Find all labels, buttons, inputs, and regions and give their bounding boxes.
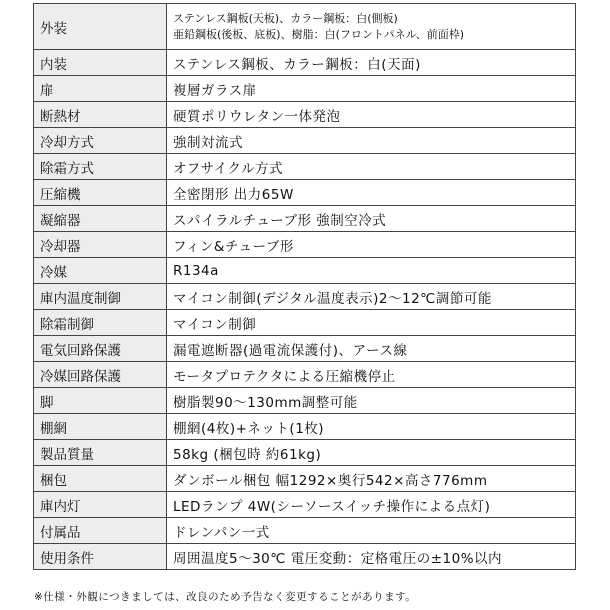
spec-row-compressor	[34, 180, 576, 206]
spec-row-legs	[34, 388, 576, 414]
spec-label: 扉	[34, 76, 167, 102]
spec-value: ステンレス鋼板、カラー鋼板：白(天面)	[167, 50, 576, 76]
spec-label: 冷却器	[34, 232, 167, 258]
spec-row-door	[34, 76, 576, 102]
spec-label: 製品質量	[34, 440, 167, 466]
spec-label: 庫内温度制御	[34, 284, 167, 310]
spec-value-line: 亜鉛鋼板(後板、底板)、樹脂：白(フロントパネル、前面枠)	[173, 27, 465, 41]
spec-label: 付属品	[34, 518, 167, 544]
spec-label: 断熱材	[34, 102, 167, 128]
spec-row-electrical-protection	[34, 336, 576, 362]
spec-label: 使用条件	[34, 544, 167, 570]
spec-label: 冷却方式	[34, 128, 167, 154]
footnote: ※仕様・外観につきましては、改良のため予告なく変更することがあります。	[34, 591, 417, 603]
spec-row-defrost-control	[34, 310, 576, 336]
spec-label: 除霜制御	[34, 310, 167, 336]
spec-row-interior-light	[34, 492, 576, 518]
spec-label: 除霜方式	[34, 154, 167, 180]
spec-value: ドレンパン一式	[167, 518, 576, 544]
spec-value: 漏電遮断器(過電流保護付)、アース線	[167, 336, 576, 362]
spec-value: 棚網(4枚)+ネット(1枚)	[167, 414, 576, 440]
spec-label: 冷媒	[34, 258, 167, 284]
spec-row-operating-conditions	[34, 544, 576, 570]
spec-label: 内装	[34, 50, 167, 76]
spec-label: 電気回路保護	[34, 336, 167, 362]
spec-table	[33, 3, 576, 570]
spec-value: 硬質ポリウレタン一体発泡	[167, 102, 576, 128]
spec-value-line: ステンレス鋼板(天板)、カラー鋼板：白(側板)	[173, 11, 398, 25]
spec-row-insulation	[34, 102, 576, 128]
spec-label: 圧縮機	[34, 180, 167, 206]
spec-label: 凝縮器	[34, 206, 167, 232]
spec-value: 樹脂製90～130mm調整可能	[167, 388, 576, 414]
spec-value: オフサイクル方式	[167, 154, 576, 180]
spec-value: スパイラルチューブ形 強制空冷式	[167, 206, 576, 232]
spec-value: 複層ガラス扉	[167, 76, 576, 102]
spec-value: 全密閉形 出力65W	[167, 180, 576, 206]
spec-row-refrigerant-circuit-protection	[34, 362, 576, 388]
spec-label: 庫内灯	[34, 492, 167, 518]
spec-row-temperature-control	[34, 284, 576, 310]
spec-row-evaporator	[34, 232, 576, 258]
spec-value: R134a	[167, 258, 576, 284]
spec-row-refrigerant	[34, 258, 576, 284]
spec-row-shelves	[34, 414, 576, 440]
spec-label: 梱包	[34, 466, 167, 492]
spec-value: 58kg (梱包時 約61kg)	[167, 440, 576, 466]
spec-row-weight	[34, 440, 576, 466]
spec-value: 周囲温度5～30℃ 電圧変動：定格電圧の±10%以内	[167, 544, 576, 570]
spec-label: 棚網	[34, 414, 167, 440]
spec-value	[167, 4, 576, 50]
spec-row-condenser	[34, 206, 576, 232]
spec-value: フィン&チューブ形	[167, 232, 576, 258]
spec-row-packaging	[34, 466, 576, 492]
spec-value: モータプロテクタによる圧縮機停止	[167, 362, 576, 388]
spec-value: 強制対流式	[167, 128, 576, 154]
spec-label: 外装	[34, 4, 167, 50]
spec-value: マイコン制御(デジタル温度表示)2～12℃調節可能	[167, 284, 576, 310]
spec-row-interior	[34, 50, 576, 76]
spec-label: 脚	[34, 388, 167, 414]
spec-row-accessories	[34, 518, 576, 544]
spec-value: ダンボール梱包 幅1292×奥行542×高さ776mm	[167, 466, 576, 492]
spec-row-cooling-method	[34, 128, 576, 154]
spec-label: 冷媒回路保護	[34, 362, 167, 388]
spec-row-defrost-method	[34, 154, 576, 180]
spec-value: マイコン制御	[167, 310, 576, 336]
spec-value: LEDランプ 4W(シーソースイッチ操作による点灯)	[167, 492, 576, 518]
spec-row-exterior	[34, 4, 576, 50]
